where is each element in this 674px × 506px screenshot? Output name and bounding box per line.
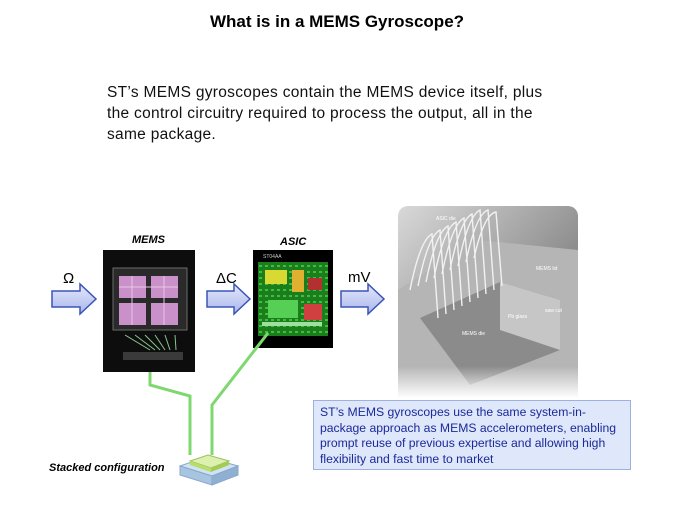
sem-label-pb-glass: Pb glass (508, 314, 528, 320)
asic-die-image (253, 250, 333, 348)
output-arrow (341, 284, 384, 314)
mems-label: MEMS (132, 234, 165, 246)
asic-label: ASIC (280, 236, 307, 248)
intro-text: ST’s MEMS gyroscopes contain the MEMS device itself, plus the control circuitry required to process the output, all in the same package. (107, 84, 543, 143)
input-arrow (52, 284, 96, 314)
sem-photo (398, 206, 578, 398)
input-symbol: Ω (63, 270, 75, 287)
stacked-package-icon (180, 455, 238, 485)
sem-label-asic-die: ASIC die (436, 216, 456, 222)
sem-label-mems-lid: MEMS lid (536, 266, 558, 272)
mid-symbol: ΔC (216, 270, 237, 287)
output-symbol: mV (348, 269, 371, 286)
mems-die-image (103, 250, 195, 372)
sem-label-mems-die: MEMS die (462, 331, 486, 337)
asic-chip-text: ST04AA (263, 254, 282, 260)
info-box: ST’s MEMS gyroscopes use the same system-in-package approach as MEMS accelerometers, enabling prompt reuse of previous expertise and allowing high flexibility and fast time to market (313, 400, 631, 470)
stacked-configuration-label: Stacked configuration (49, 462, 165, 474)
sem-label-saw-cut: saw cut (545, 308, 562, 314)
slide-title: What is in a MEMS Gyroscope? (209, 12, 465, 31)
mid-arrow (207, 284, 250, 314)
